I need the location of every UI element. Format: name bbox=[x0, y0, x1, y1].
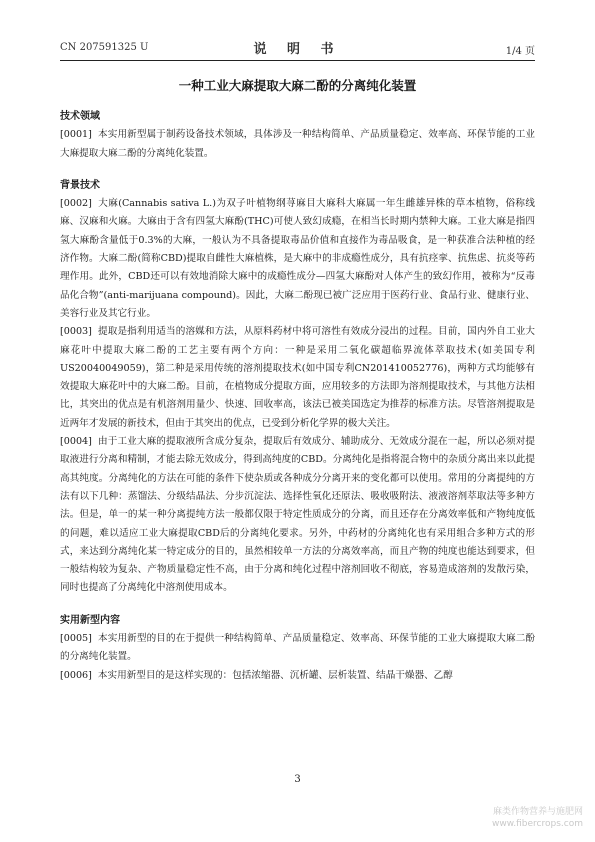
section-heading: 技术领域 bbox=[60, 111, 100, 122]
paragraph-number: [0003] bbox=[60, 326, 92, 338]
document-type: 说 明 书 bbox=[253, 42, 342, 57]
watermark-line-1: 麻类作物营养与施肥网 bbox=[492, 807, 583, 817]
header-rule bbox=[60, 60, 535, 61]
paragraph-number: [0002] bbox=[60, 198, 92, 210]
paragraph-text: 由于工业大麻的提取液所含成分复杂，提取后有效成分、辅助成分、无效成分混在一起，所以必须对提取液进行分离和精制，才能去除无效成分，得到高纯度的CBD。分离纯化是指将混合物中的杂质分离出来以此提高其纯度。分离纯化的方法在可能的条件下使杂质或各种成分分离开来的变化都可以使用。常用的分离提纯的方法有以下几种：蒸馏法、分级结晶法、分步沉淀法、选择性氧化还原法、吸收吸附法、液液溶剂萃取法等多种方法。但是，单一的某一种分离提纯方法一般都仅限于特定性质成分的分离，而且还存在分离效率低和产物纯度低的问题，难以适应工业大麻提取CBD后的分离纯化要求。另外，中药材的分离纯化也有采用组合多种方式的形式，来达到分离纯化某一特定成分的目的，虽然相较单一方法的分离效率高，而且产物的纯度也能达到要求，但一般结构较为复杂、产物质量稳定性不高，由于分离和纯化过程中溶剂回收不彻底，容易造成溶剂的发散污染，同时也提高了分离纯化中溶剂使用成本。 bbox=[60, 436, 535, 594]
section-heading: 背景技术 bbox=[60, 179, 100, 191]
paragraph-number: [0006] bbox=[60, 669, 92, 681]
paragraph-number: [0001] bbox=[60, 129, 92, 141]
page-ratio: 1/4 页 bbox=[505, 46, 535, 57]
paragraph bbox=[60, 126, 535, 163]
document-body bbox=[60, 108, 535, 685]
paragraph-text: 提取是指利用适当的溶媒和方法，从原料药材中将可溶性有效成分浸出的过程。目前，国内外自工业大麻花叶中提取大麻二酚的工艺主要有两个方向：一种是采用二氧化碳超临界流体萃取技术(如美国专利US20040049059)，第二种是采用传统的溶剂提取技术(如中国专利CN201410052776)，两种方式均能够有效提取大麻花叶中的大麻二酚。目前，在植物成分提取方面，应用较多的方法即为溶剂提取技术，与其他方法相比，其突出的优点是有机溶剂用量少、快速、回收率高，该法已被美国选定为推荐的标准方法。尽管溶剂提取是近两年才发展的新技术，但由于其突出的优点，已受到分析化学界的极大关注。 bbox=[60, 326, 535, 429]
document-title: 一种工业大麻提取大麻二酚的分离纯化装置 bbox=[178, 78, 417, 93]
section-heading: 实用新型内容 bbox=[60, 614, 120, 626]
paragraph-text: 本实用新型属于制药设备技术领域，具体涉及一种结构简单、产品质量稳定、效率高、环保节能的工业大麻提取大麻二酚的分离纯化装置。 bbox=[60, 129, 535, 159]
watermark-line-2: www.fibercrops.com bbox=[492, 819, 583, 829]
paragraph-text: 大麻(Cannabis sativa L.)为双子叶植物纲荨麻目大麻科大麻属一年生雌雄异株的草本植物，俗称线麻、汉麻和火麻。大麻由于含有四氢大麻酚(THC)可使人致幻成瘾，在相当长时期内禁种大麻。工业大麻是指四氢大麻酚含量低于0.3%的大麻，一般认为不具备提取毒品价值和直接作为毒品吸食，是一种获准合法种植的经济作物。大麻二酚(简称CBD)提取自雌性大麻植株，是大麻中的非成瘾性成分，具有抗痉挛、抗焦虑、抗炎等药理作用。此外，CBD还可以有效地消除大麻中的成瘾性成分—四氢大麻酚对人体产生的致幻作用，被称为“反毒品化合物”(anti-marijuana compound)。因此，大麻二酚现已被广泛应用于医药行业、食品行业、健康行业、美容行业及其它行业。 bbox=[60, 198, 535, 319]
paragraph bbox=[60, 433, 535, 598]
paragraph bbox=[60, 667, 535, 685]
page-header bbox=[60, 38, 535, 58]
paragraph bbox=[60, 630, 535, 667]
paragraph bbox=[60, 323, 535, 433]
page-number: 3 bbox=[294, 774, 301, 785]
paragraph-number: [0005] bbox=[60, 633, 92, 645]
paragraph-number: [0004] bbox=[60, 436, 92, 448]
site-watermark bbox=[492, 806, 583, 830]
paragraph-text: 本实用新型目的是这样实现的：包括浓缩器、沉析罐、层析装置、结晶干燥器、乙醇 bbox=[97, 669, 453, 681]
patent-number: CN 207591325 U bbox=[60, 42, 149, 53]
paragraph-text: 本实用新型的目的在于提供一种结构简单、产品质量稳定、效率高、环保节能的工业大麻提取大麻二酚的分离纯化装置。 bbox=[60, 633, 535, 663]
paragraph bbox=[60, 195, 535, 323]
